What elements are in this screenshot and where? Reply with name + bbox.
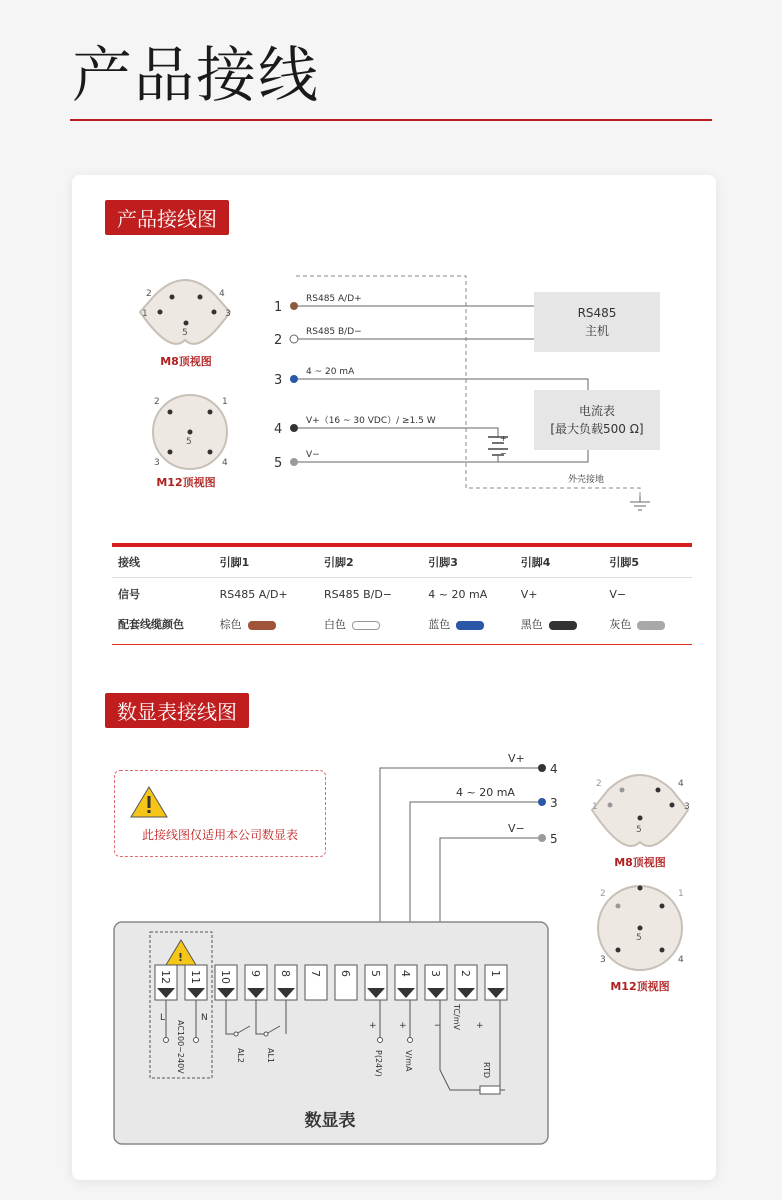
section-badge-product-wiring: 产品接线图 — [105, 200, 229, 235]
color-swatch-black — [549, 621, 577, 630]
svg-text:3: 3 — [600, 955, 606, 965]
table-row: 信号 RS485 A/D+ RS485 B/D− 4 ~ 20 mA V+ V− — [118, 587, 627, 601]
svg-text:L: L — [160, 1013, 166, 1023]
ground-label: 外壳接地 — [568, 475, 605, 485]
svg-text:主机: 主机 — [584, 324, 610, 338]
color-swatch-white — [352, 621, 380, 630]
svg-text:RS485 B/D−: RS485 B/D− — [306, 327, 362, 337]
terminal-block-11 — [185, 965, 207, 1000]
terminal-block-1 — [485, 965, 507, 1000]
svg-text:2: 2 — [596, 779, 602, 789]
m8-view-label-2: M8顶视图 — [614, 856, 666, 869]
m8-pin-label-3: 3 — [225, 309, 231, 319]
terminal-number: 8 — [279, 970, 292, 977]
wiring-table — [112, 543, 692, 645]
terminal-number: 9 — [249, 970, 262, 977]
svg-text:AL2: AL2 — [236, 1048, 245, 1064]
color-swatch-blue — [456, 621, 484, 630]
svg-text:−: − — [434, 1021, 442, 1031]
battery-symbol — [488, 434, 508, 462]
svg-text:+: + — [500, 434, 507, 443]
svg-text:4: 4 — [678, 779, 684, 789]
svg-text:1: 1 — [592, 802, 598, 812]
m12-connector-top — [153, 395, 228, 469]
terminal-number: 3 — [429, 970, 442, 977]
svg-text:+: + — [369, 1021, 377, 1031]
terminal-number: 10 — [219, 970, 232, 984]
m8-pin-label-4: 4 — [219, 289, 225, 299]
rs485-host-box — [534, 292, 660, 352]
svg-text:RS485 A/D+: RS485 A/D+ — [306, 294, 362, 304]
svg-text:+: + — [399, 1021, 407, 1031]
svg-text:1: 1 — [678, 889, 684, 899]
m12-pin-label-3: 3 — [154, 458, 160, 468]
color-swatch-brown — [248, 621, 276, 630]
svg-text:3: 3 — [550, 796, 558, 810]
svg-text:V/mA: V/mA — [404, 1050, 413, 1072]
ground-icon — [630, 496, 650, 510]
svg-text:5: 5 — [636, 825, 642, 835]
meter-wiring-diagram — [0, 740, 782, 1150]
terminal-number: 11 — [189, 970, 202, 984]
terminal-block-7 — [305, 965, 327, 1000]
terminal-block-2 — [455, 965, 477, 1000]
svg-text:1: 1 — [274, 300, 283, 315]
m12-pin-label-2: 2 — [154, 397, 160, 407]
m8-pin-label-1: 1 — [142, 309, 148, 319]
terminal-block-8 — [275, 965, 297, 1000]
svg-text:4: 4 — [274, 422, 283, 437]
svg-text:P(24V): P(24V) — [374, 1050, 383, 1077]
svg-text:2: 2 — [600, 889, 606, 899]
svg-text:RS485: RS485 — [577, 306, 617, 320]
terminal-2 — [274, 327, 534, 348]
ammeter-box — [534, 390, 660, 450]
svg-text:V+（16 ~ 30 VDC）/ ≥1.5 W: V+（16 ~ 30 VDC）/ ≥1.5 W — [306, 416, 436, 426]
m8-view-label: M8顶视图 — [160, 355, 212, 368]
m8-connector-top-2 — [592, 775, 690, 846]
product-wiring-diagram — [0, 0, 782, 530]
color-swatch-gray — [637, 621, 665, 630]
svg-text:5: 5 — [636, 933, 642, 943]
terminal-number: 1 — [489, 970, 502, 977]
svg-text:3: 3 — [684, 802, 690, 812]
terminal-block-9 — [245, 965, 267, 1000]
m12-pin-label-4: 4 — [222, 458, 228, 468]
m12-pin-label-5: 5 — [186, 437, 192, 447]
svg-text:5: 5 — [550, 832, 558, 846]
terminal-number: 4 — [399, 970, 412, 977]
terminal-4 — [274, 415, 498, 437]
svg-text:AC100~240V: AC100~240V — [176, 1020, 185, 1074]
svg-text:−: − — [500, 449, 507, 458]
svg-text:3: 3 — [274, 373, 283, 388]
m12-connector-top-2 — [598, 886, 684, 971]
table-row: 配套线缆颜色 棕色 白色 蓝色 黑色 灰色 — [112, 608, 692, 645]
terminal-block-5 — [365, 965, 387, 1000]
table-header-row: 接线 引脚1 引脚2 引脚3 引脚4 引脚5 — [112, 547, 692, 578]
section-badge-meter-wiring: 数显表接线图 — [105, 693, 249, 728]
terminal-number: 7 — [309, 970, 322, 977]
terminal-5 — [274, 450, 588, 471]
svg-text:V−: V− — [306, 450, 320, 460]
m8-pin-label-5: 5 — [182, 328, 188, 338]
svg-text:4 ~ 20 mA: 4 ~ 20 mA — [456, 786, 515, 799]
svg-text:电流表: 电流表 — [578, 404, 616, 418]
m12-view-label: M12顶视图 — [156, 476, 216, 489]
m12-pin-label-1: 1 — [222, 397, 228, 407]
m12-view-label-2: M12顶视图 — [610, 980, 670, 993]
terminal-block-4 — [395, 965, 417, 1000]
svg-text:[最大负载500 Ω]: [最大负载500 Ω] — [550, 422, 644, 436]
svg-text:4 ~ 20 mA: 4 ~ 20 mA — [306, 367, 355, 377]
m8-connector-top — [140, 280, 231, 344]
terminal-block-10 — [215, 965, 237, 1000]
terminal-number: 5 — [369, 970, 382, 977]
svg-text:RTD: RTD — [482, 1062, 491, 1079]
terminal-number: 2 — [459, 970, 472, 977]
svg-text:4: 4 — [550, 762, 558, 776]
page-title: 产品接线 — [72, 41, 320, 111]
m8-pin-label-2: 2 — [146, 289, 152, 299]
terminal-1 — [274, 294, 534, 315]
svg-text:N: N — [201, 1013, 208, 1023]
terminal-number: 6 — [339, 970, 352, 977]
meter-title: 数显表 — [304, 1111, 356, 1131]
svg-text:5: 5 — [274, 456, 283, 471]
terminal-number: 12 — [159, 970, 172, 984]
svg-text:V+: V+ — [508, 752, 525, 765]
svg-text:AL1: AL1 — [266, 1048, 275, 1064]
svg-text:2: 2 — [274, 333, 283, 348]
svg-text:+: + — [476, 1021, 484, 1031]
svg-text:TC/mV: TC/mV — [452, 1004, 461, 1030]
warning-text: 此接线图仅适用本公司数显表 — [141, 828, 298, 842]
terminal-block-3 — [425, 965, 447, 1000]
terminal-3 — [274, 367, 588, 390]
svg-text:!: ! — [178, 951, 184, 964]
svg-text:V−: V− — [508, 822, 525, 835]
svg-text:4: 4 — [678, 955, 684, 965]
terminal-block-6 — [335, 965, 357, 1000]
terminal-block-12 — [155, 965, 177, 1000]
